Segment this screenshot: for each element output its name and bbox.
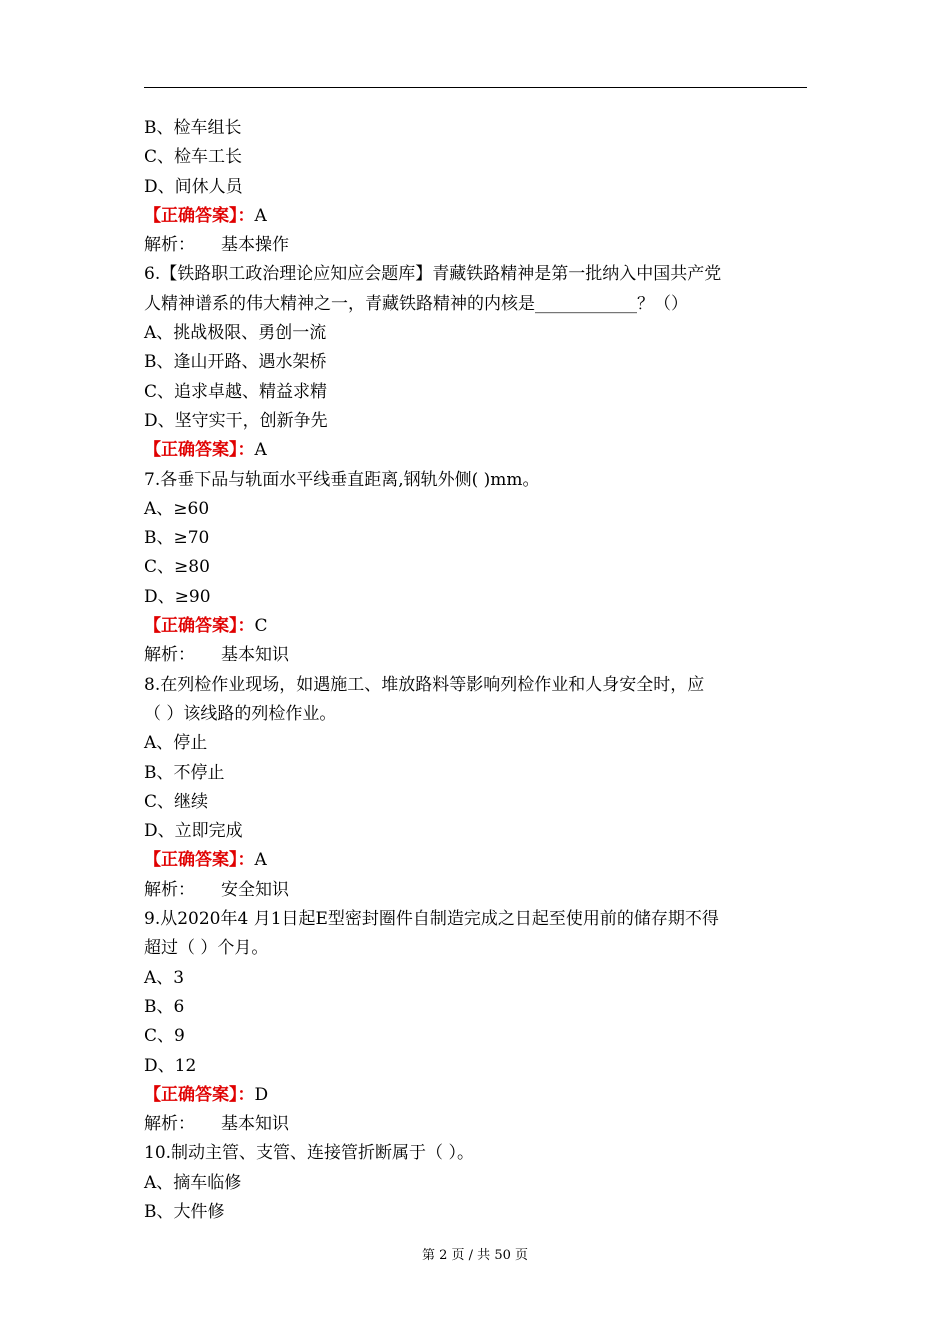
- correct-answer-label: 【正确答案】：: [144, 616, 255, 637]
- correct-answer-label: 【正确答案】：: [144, 205, 255, 226]
- answer-option: A、挑战极限、勇创一流: [144, 323, 327, 344]
- analysis-line: [144, 1110, 808, 1139]
- answer-option: D、≥90: [144, 586, 211, 607]
- question-text: 9.从2020年4 月1日起E型密封圈件自制造完成之日起至使用前的储存期不得: [144, 909, 719, 930]
- answer-option: D、坚守实干，创新争先: [144, 410, 328, 431]
- answer-option: C、检车工长: [144, 147, 243, 168]
- question-list: [144, 114, 808, 1227]
- analysis-line: [144, 231, 808, 260]
- analysis-value: 基本知识: [221, 645, 289, 666]
- analysis-value: 基本操作: [221, 235, 289, 256]
- correct-answer-line: [144, 202, 808, 231]
- correct-answer-value: C: [254, 616, 268, 637]
- answer-option: A、3: [144, 967, 185, 988]
- question-text: 6.【铁路职工政治理论应知应会题库】青藏铁路精神是第一批纳入中国共产党: [144, 264, 722, 285]
- answer-option: B、不停止: [144, 762, 225, 783]
- question-text: 超过（ ）个月。: [144, 938, 269, 959]
- answer-option: A、摘车临修: [144, 1172, 242, 1193]
- correct-answer-line: [144, 1081, 808, 1110]
- header-rule: [144, 87, 807, 88]
- correct-answer-label: 【正确答案】：: [144, 440, 255, 461]
- analysis-line: [144, 876, 808, 905]
- correct-answer-label: 【正确答案】：: [144, 1084, 255, 1105]
- analysis-line: [144, 641, 808, 670]
- answer-option: B、6: [144, 996, 185, 1017]
- correct-answer-line: [144, 612, 808, 641]
- answer-option: B、≥70: [144, 528, 210, 549]
- answer-option: C、继续: [144, 791, 209, 812]
- analysis-label: 解析：: [144, 645, 195, 666]
- answer-option: D、立即完成: [144, 821, 243, 842]
- question-text: 8.在列检作业现场，如遇施工、堆放路料等影响列检作业和人身安全时，应: [144, 674, 705, 695]
- correct-answer-value: A: [254, 850, 267, 871]
- question-text: 10.制动主管、支管、连接管折断属于（ ）。: [144, 1143, 474, 1164]
- answer-option: C、追求卓越、精益求精: [144, 381, 328, 402]
- correct-answer-value: A: [254, 440, 267, 461]
- page-footer: 第 2 页 / 共 50 页: [422, 1248, 528, 1263]
- answer-option: B、检车组长: [144, 118, 242, 138]
- answer-option: C、≥80: [144, 557, 210, 578]
- answer-option: B、大件修: [144, 1201, 225, 1222]
- question-text: 人精神谱系的伟大精神之一，青藏铁路精神的内核是____________？（）: [144, 293, 688, 314]
- answer-option: D、12: [144, 1055, 197, 1076]
- correct-answer-line: [144, 846, 808, 875]
- analysis-label: 解析：: [144, 1114, 195, 1135]
- correct-answer-line: [144, 436, 808, 465]
- correct-answer-value: A: [254, 205, 267, 226]
- answer-option: B、逢山开路、遇水架桥: [144, 352, 327, 373]
- question-text: 7.各垂下品与轨面水平线垂直距离,钢轨外侧( )mm。: [144, 469, 540, 490]
- question-text: （ ）该线路的列检作业。: [144, 703, 337, 724]
- answer-option: C、9: [144, 1026, 185, 1047]
- analysis-label: 解析：: [144, 879, 195, 900]
- analysis-label: 解析：: [144, 235, 195, 256]
- answer-option: A、≥60: [144, 498, 210, 519]
- correct-answer-value: D: [254, 1084, 269, 1105]
- analysis-value: 安全知识: [221, 879, 289, 900]
- analysis-value: 基本知识: [221, 1114, 289, 1135]
- correct-answer-label: 【正确答案】：: [144, 850, 255, 871]
- answer-option: A、停止: [144, 733, 208, 754]
- answer-option: D、间休人员: [144, 176, 243, 197]
